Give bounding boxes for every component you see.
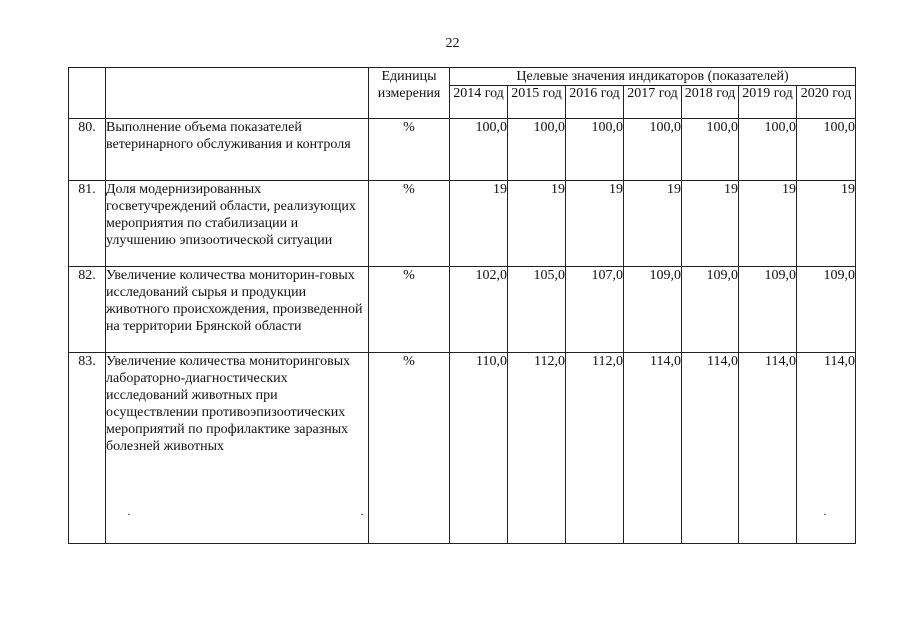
value-cell: 100,0	[566, 119, 624, 181]
indicator-unit: %	[369, 181, 450, 267]
target-values-header: Целевые значения индикаторов (показателей)	[450, 68, 856, 86]
value-cell: 19	[797, 181, 856, 267]
row-number: 80.	[69, 119, 106, 181]
value-cell: 105,0	[508, 267, 566, 353]
value-cell: 114,0	[739, 353, 797, 544]
value-cell: 19	[682, 181, 739, 267]
value-cell: 114,0	[624, 353, 682, 544]
value-cell: 100,0	[682, 119, 739, 181]
year-header: 2016 год	[566, 86, 624, 119]
year-header: 2014 год	[450, 86, 508, 119]
year-header: 2017 год	[624, 86, 682, 119]
value-cell: 114,0	[797, 353, 856, 544]
value-cell: 109,0	[739, 267, 797, 353]
value-cell: 112,0	[508, 353, 566, 544]
year-header: 2020 год	[797, 86, 856, 119]
value-cell: 100,0	[624, 119, 682, 181]
value-cell: 100,0	[739, 119, 797, 181]
scan-speck: ·	[127, 507, 131, 521]
table-row	[69, 119, 856, 181]
value-cell: 19	[566, 181, 624, 267]
value-cell: 100,0	[797, 119, 856, 181]
scan-speck: ·	[823, 507, 827, 521]
value-cell: 19	[624, 181, 682, 267]
scan-speck: ·	[360, 507, 364, 521]
year-header: 2018 год	[682, 86, 739, 119]
value-cell: 102,0	[450, 267, 508, 353]
value-cell: 100,0	[450, 119, 508, 181]
name-header	[106, 68, 369, 119]
value-cell: 109,0	[797, 267, 856, 353]
value-cell: 100,0	[508, 119, 566, 181]
indicator-unit: %	[369, 267, 450, 353]
page-number: 22	[445, 36, 460, 51]
indicators-table	[68, 67, 856, 544]
value-cell: 109,0	[624, 267, 682, 353]
row-number: 82.	[69, 267, 106, 353]
indicator-name: Доля модернизированных госветучреждений области, реализующих мероприятия по стабилизации и улучшению эпизоотической ситуации	[106, 181, 369, 267]
indicator-unit: %	[369, 119, 450, 181]
table-row	[69, 181, 856, 267]
year-header: 2019 год	[739, 86, 797, 119]
value-cell: 114,0	[682, 353, 739, 544]
value-cell: 112,0	[566, 353, 624, 544]
row-number: 81.	[69, 181, 106, 267]
num-header	[69, 68, 106, 119]
value-cell: 110,0	[450, 353, 508, 544]
units-header: Единицы измерения	[369, 68, 450, 119]
indicator-name: Выполнение объема показателей ветеринарного обслуживания и контроля	[106, 119, 369, 181]
indicator-unit: %	[369, 353, 450, 544]
value-cell: 107,0	[566, 267, 624, 353]
value-cell: 19	[739, 181, 797, 267]
value-cell: 109,0	[682, 267, 739, 353]
value-cell: 19	[450, 181, 508, 267]
table-row	[69, 353, 856, 544]
row-number: 83.	[69, 353, 106, 544]
indicator-name: Увеличение количества мониторинговых лабораторно-диагностических исследований животных при осуществлении противоэпизоотических мероприятий по профилактике заразных болезней животных	[106, 353, 369, 544]
value-cell: 19	[508, 181, 566, 267]
year-header: 2015 год	[508, 86, 566, 119]
table-row	[69, 267, 856, 353]
indicator-name: Увеличение количества мониторин-говых исследований сырья и продукции животного происхождения, произведенной на территории Брянской области	[106, 267, 369, 353]
